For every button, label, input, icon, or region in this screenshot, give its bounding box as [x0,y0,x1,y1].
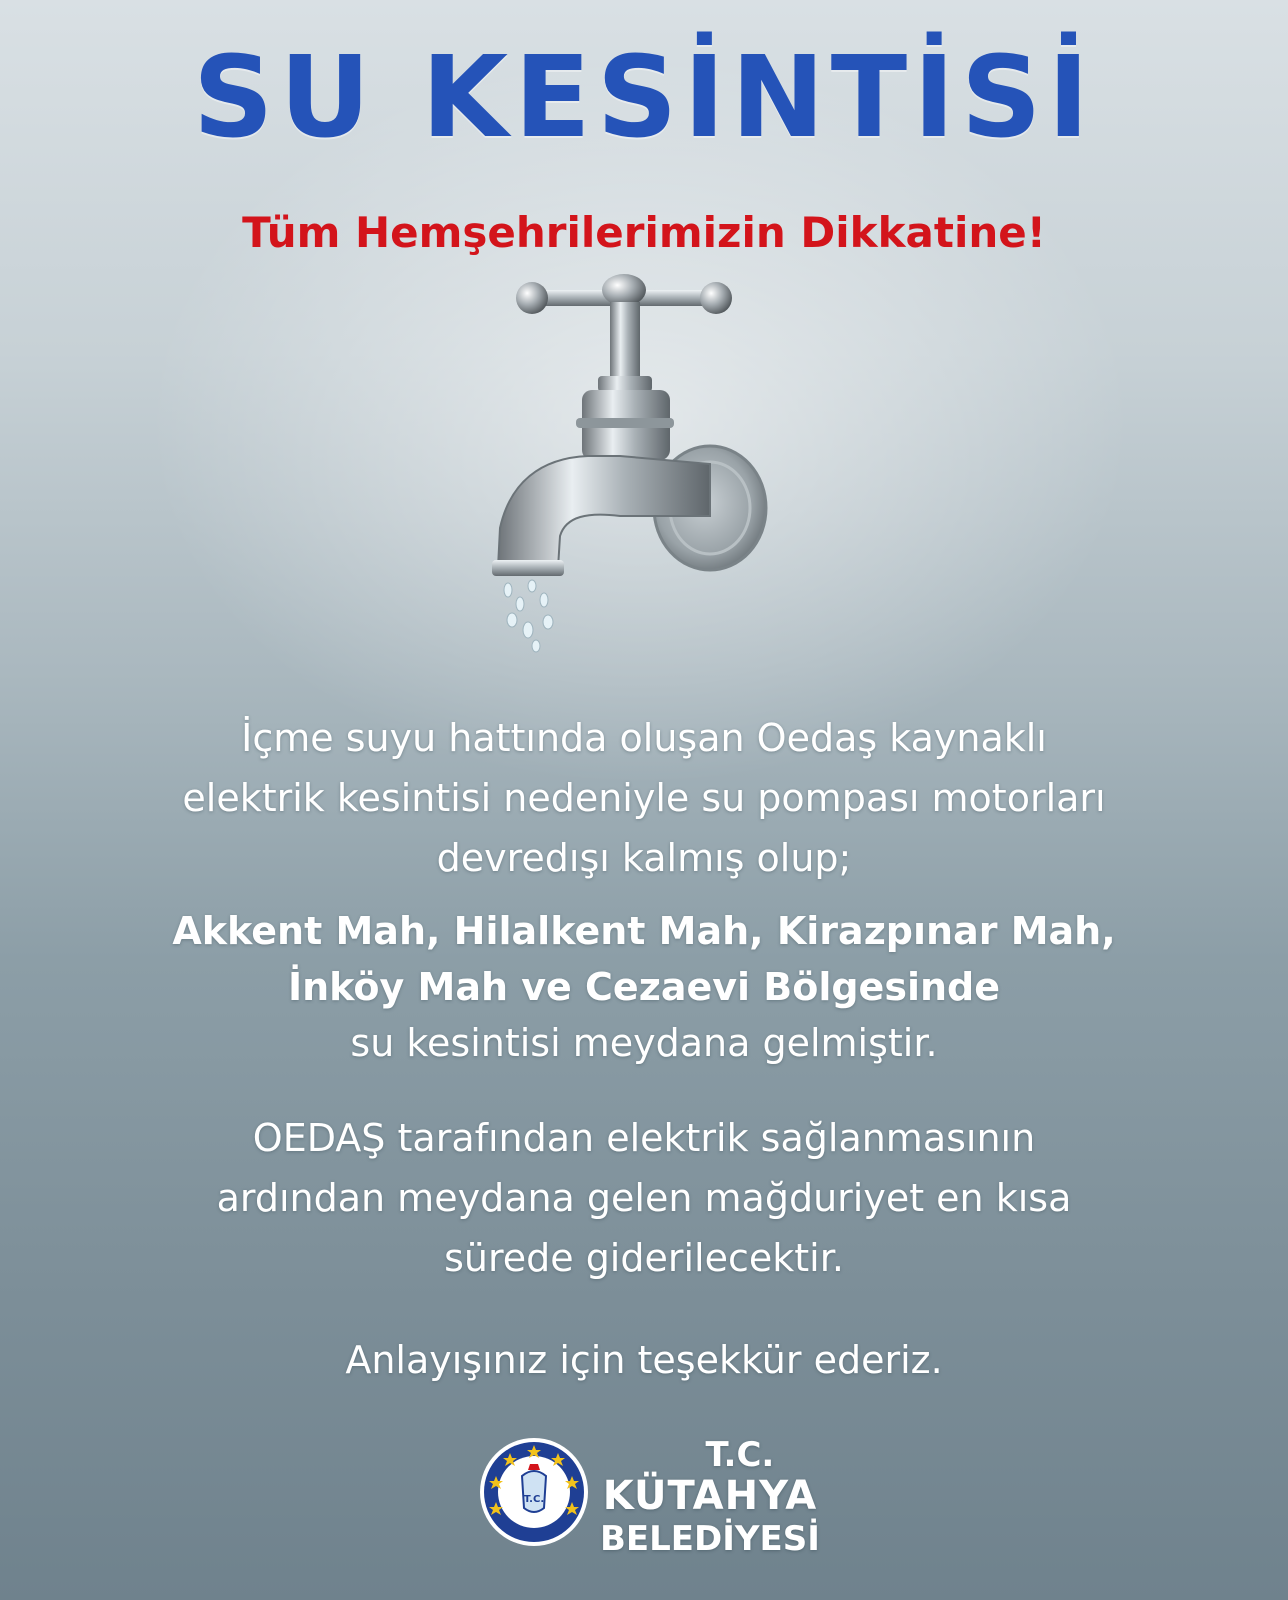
faucet-illustration [470,268,810,668]
notice-paragraph-cause [40,708,1248,888]
seal-text: T.C. [523,1494,545,1505]
notice-paragraph-areas [40,903,1248,1071]
poster-subtitle: Tüm Hemşehrilerimizin Dikkatine! [242,208,1046,257]
text-line: OEDAŞ tarafından elektrik sağlanmasının [252,1116,1036,1160]
text-line: İçme suyu hattında oluşan Oedaş kaynaklı [241,716,1047,760]
org-line-tc: T.C. [705,1435,775,1475]
municipality-seal-icon [478,1436,590,1548]
text-line: elektrik kesintisi nedeniyle su pompası motorları [182,776,1106,820]
text-line: devredışı kalmış olup; [436,836,852,880]
handle-knob-right [700,282,732,314]
affected-areas-line: Akkent Mah, Hilalkent Mah, Kirazpınar Mah, [172,909,1116,953]
org-line-city: KÜTAHYA [602,1473,818,1519]
water-drops [504,580,553,652]
text-line: su kesintisi meydana gelmiştir. [350,1021,938,1065]
affected-areas-line: İnköy Mah ve Cezaevi Bölgesinde [287,965,1001,1009]
text-line: ardından meydana gelen mağduriyet en kısa [216,1176,1072,1220]
notice-paragraph-resolution [40,1108,1248,1288]
municipality-name [600,1435,820,1559]
poster-title: SU KESİNTİSİ [192,33,1096,163]
text-line: sürede giderilecektir. [444,1236,844,1280]
handle-knob-left [516,282,548,314]
closing-message: Anlayışınız için teşekkür ederiz. [345,1338,943,1382]
org-line-municipality: BELEDİYESİ [600,1519,820,1559]
